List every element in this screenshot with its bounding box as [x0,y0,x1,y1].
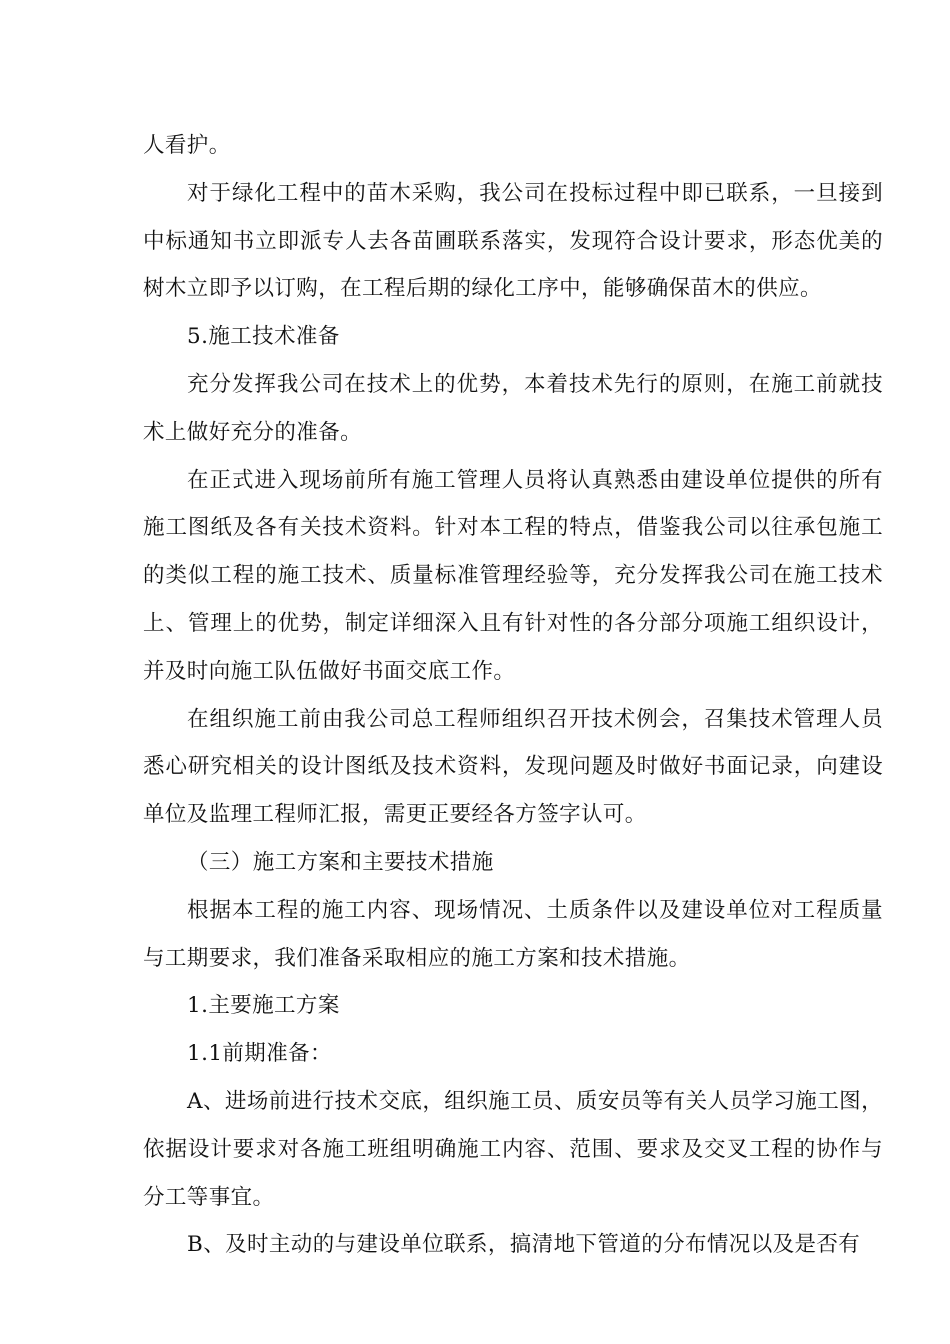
paragraph-technical-advantage: 充分发挥我公司在技术上的优势，本着技术先行的原则，在施工前就技术上做好充分的准备。 [143,371,883,445]
heading-construction-plan: （三）施工方案和主要技术措施 [187,849,494,875]
paragraph-item-a: A、进场前进行技术交底，组织施工员、质安员等有关人员学习施工图，依据设计要求对各施工班组明确施工内容、范围、要求及交叉工程的协作与分工等事宜。 [143,1088,883,1210]
heading-preliminary-preparation: 1.1前期准备： [187,1041,332,1067]
paragraph-item-b: B、及时主动的与建设单位联系，搞清地下管道的分布情况以及是否有 [187,1232,861,1258]
paragraph-seedling-procurement: 对于绿化工程中的苗木采购，我公司在投标过程中即已联系，一旦接到中标通知书立即派专人去各苗圃联系落实，发现符合设计要求，形态优美的树木立即予以订购，在工程后期的绿化工序中，能够确保苗木的供应。 [143,180,883,302]
paragraph-continuation: 人看护。 [143,133,231,158]
heading-main-plan: 1.主要施工方案 [187,993,340,1019]
paragraph-plan-intro: 根据本工程的施工内容、现场情况、土质条件以及建设单位对工程质量与工期要求，我们准备采取相应的施工方案和技术措施。 [143,897,883,971]
heading-technical-preparation: 5.施工技术准备 [187,324,340,350]
document-body [143,122,883,1269]
paragraph-technical-meeting: 在组织施工前由我公司总工程师组织召开技术例会，召集技术管理人员悉心研究相关的设计图纸及技术资料，发现问题及时做好书面记录，向建设单位及监理工程师汇报，需更正要经各方签字认可。 [143,706,883,828]
paragraph-drawings-familiarization: 在正式进入现场前所有施工管理人员将认真熟悉由建设单位提供的所有施工图纸及各有关技术资料。针对本工程的特点，借鉴我公司以往承包施工的类似工程的施工技术、质量标准管理经验等，充分发挥我公司在施工技术上、管理上的优势，制定详细深入且有针对性的各分部分项施工组织设计，并及时向施工队伍做好书面交底工作。 [143,467,883,684]
